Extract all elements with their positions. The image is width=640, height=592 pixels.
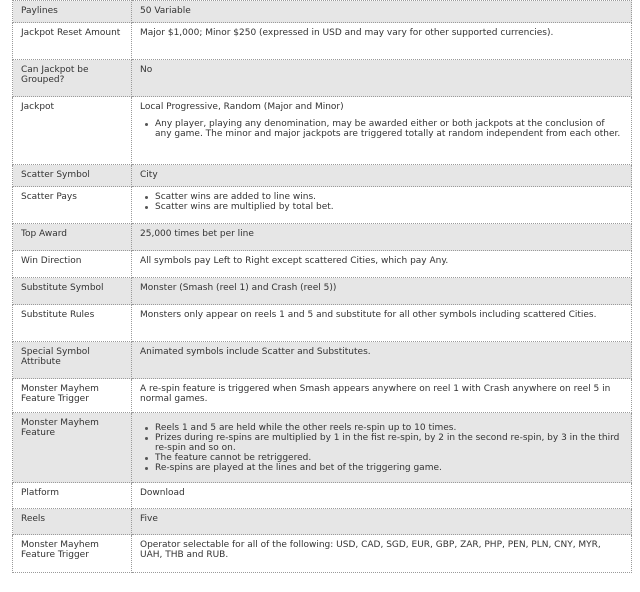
- row-label: Paylines: [13, 1, 132, 23]
- row-value: Monster (Smash (reel 1) and Crash (reel 5)): [132, 278, 632, 305]
- row-label: Scatter Pays: [13, 187, 132, 224]
- bullet-list: [140, 423, 623, 473]
- row-value: Animated symbols include Scatter and Substitutes.: [132, 342, 632, 379]
- row-label: Substitute Symbol: [13, 278, 132, 305]
- bullet-list: [140, 119, 623, 139]
- row-label: Substitute Rules: [13, 305, 132, 342]
- row-label: Reels: [13, 509, 132, 535]
- table-row: [13, 509, 632, 535]
- list-item: Re-spins are played at the lines and bet of the triggering game.: [155, 463, 623, 473]
- list-item: The feature cannot be retriggered.: [155, 453, 623, 463]
- table-row: [13, 483, 632, 509]
- table-row: [13, 413, 632, 483]
- row-value: Local Progressive, Random (Major and Minor): [140, 102, 344, 112]
- table-row: [13, 187, 632, 224]
- row-label: Can Jackpot be Grouped?: [13, 60, 132, 97]
- row-value: No: [132, 60, 632, 97]
- row-label: Special Symbol Attribute: [13, 342, 132, 379]
- table-row: [13, 251, 632, 278]
- game-info-table: [12, 0, 632, 573]
- table-row: [13, 165, 632, 187]
- list-item: Any player, playing any denomination, may be awarded either or both jackpots at the conclusion of any game. The minor and major jackpots are triggered totally at random independent from each other.: [155, 119, 623, 139]
- row-value: All symbols pay Left to Right except scattered Cities, which pay Any.: [132, 251, 632, 278]
- table-row: [13, 305, 632, 342]
- row-value: A re-spin feature is triggered when Smash appears anywhere on reel 1 with Crash anywhere on reel 5 in normal games.: [132, 379, 632, 413]
- row-label: Monster Mayhem Feature: [13, 413, 132, 483]
- row-value: Download: [132, 483, 632, 509]
- row-label: Jackpot Reset Amount: [13, 23, 132, 60]
- row-label: Platform: [13, 483, 132, 509]
- row-label: Win Direction: [13, 251, 132, 278]
- list-item: Scatter wins are multiplied by total bet.: [155, 202, 623, 212]
- table-row: [13, 379, 632, 413]
- table-row: [13, 278, 632, 305]
- row-value: 50 Variable: [132, 1, 632, 23]
- table-row: [13, 1, 632, 23]
- table-row: [13, 535, 632, 573]
- table-row: [13, 23, 632, 60]
- row-label: Monster Mayhem Feature Trigger: [13, 535, 132, 573]
- list-item: Prizes during re-spins are multiplied by 1 in the fist re-spin, by 2 in the second re-spin, by 3 in the third re-spin and so on.: [155, 433, 623, 453]
- row-label: Top Award: [13, 224, 132, 251]
- table-row: [13, 97, 632, 165]
- row-value-cell: [132, 97, 632, 165]
- table-row: [13, 342, 632, 379]
- row-value: Monsters only appear on reels 1 and 5 and substitute for all other symbols including scattered Cities.: [132, 305, 632, 342]
- row-label: Scatter Symbol: [13, 165, 132, 187]
- row-label: Monster Mayhem Feature Trigger: [13, 379, 132, 413]
- row-value: Operator selectable for all of the following: USD, CAD, SGD, EUR, GBP, ZAR, PHP, PEN, PLN, CNY, MYR, UAH, THB and RUB.: [132, 535, 632, 573]
- list-item: Scatter wins are added to line wins.: [155, 192, 623, 202]
- list-item: Reels 1 and 5 are held while the other reels re-spin up to 10 times.: [155, 423, 623, 433]
- row-value: Major $1,000; Minor $250 (expressed in USD and may vary for other supported currencies).: [132, 23, 632, 60]
- row-value-cell: [132, 413, 632, 483]
- row-label: Jackpot: [13, 97, 132, 165]
- row-value: City: [132, 165, 632, 187]
- row-value: Five: [132, 509, 632, 535]
- table-row: [13, 60, 632, 97]
- row-value: 25,000 times bet per line: [132, 224, 632, 251]
- table-row: [13, 224, 632, 251]
- bullet-list: [140, 192, 623, 212]
- row-value-cell: [132, 187, 632, 224]
